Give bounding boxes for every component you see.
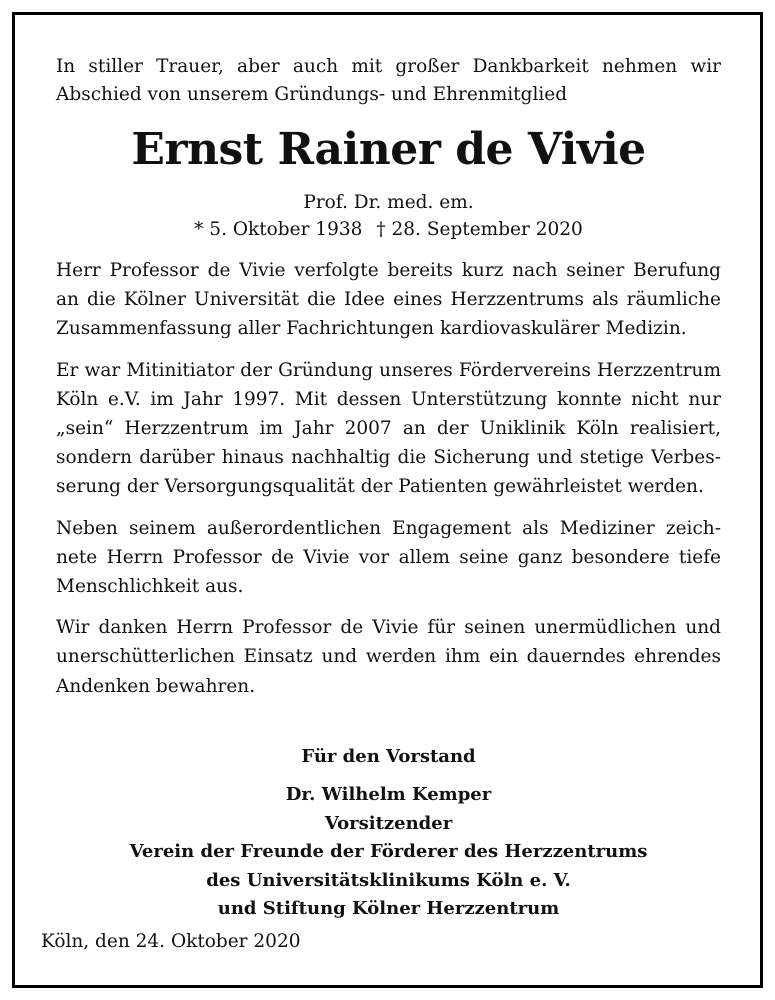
paragraph-3: Neben seinem außerordentlichen Engagement als Mediziner zeichnete Herrn Professor de Vivie vor allem seine ganz besondere tiefe Menschlichkeit aus. bbox=[56, 517, 721, 598]
paragraph-4: Wir danken Herrn Professor de Vivie für seinen unermüdlichen und unerschütterlichen Einsatz und werden ihm ein dauerndes ehrendes Andenken bewahren. bbox=[56, 617, 721, 697]
paragraph-1: Herr Professor de Vivie verfolgte bereits kurz nach seiner Berufung an die Kölner Universität die Idee eines Herzzentrums als räumliche Zusammenfassung aller Fachrichtungen kardiovaskulärer Medizin. bbox=[56, 260, 721, 340]
signature-for-label: Für den Vorstand bbox=[301, 745, 476, 767]
deceased-name: Ernst Rainer de Vivie bbox=[131, 124, 646, 175]
notice-body bbox=[56, 53, 721, 924]
academic-title: Prof. Dr. med. em. bbox=[303, 192, 474, 213]
intro-text: In stiller Trauer, aber auch mit großer Dankbarkeit nehmen wir Abschied von unserem Gründungs- und Ehrenmitglied bbox=[56, 56, 721, 105]
organization-line-1: Verein der Freunde der Förderer des Herzzentrums bbox=[129, 841, 648, 863]
signatory-name: Dr. Wilhelm Kemper bbox=[285, 784, 492, 806]
place-date: Köln, den 24. Oktober 2020 bbox=[41, 931, 301, 952]
signatory-role: Vorsitzender bbox=[324, 812, 453, 834]
organization-line-3: und Stiftung Kölner Herzzentrum bbox=[217, 898, 560, 920]
signature-block bbox=[56, 743, 721, 924]
obituary-notice bbox=[12, 12, 763, 988]
organization-line-2: des Universitätsklinikums Köln e. V. bbox=[206, 869, 571, 891]
birth-date: * 5. Oktober 1938 bbox=[194, 219, 363, 240]
life-dates bbox=[56, 216, 721, 244]
death-date: † 28. September 2020 bbox=[376, 219, 583, 240]
paragraph-2: Er war Mitinitiator der Gründung unseres Fördervereins Herzzentrum Köln e.V. im Jahr 1997. Mit dessen Unterstützung konnte nicht nur „sein“ Herzzentrum im Jahr 2007 an der Uniklinik Köln realisiert, sondern darüber hinaus nachhaltig die Sicherung und stetige Verbesserung der Versorgungsqualität der Patienten gewährleistet werden. bbox=[56, 359, 721, 498]
